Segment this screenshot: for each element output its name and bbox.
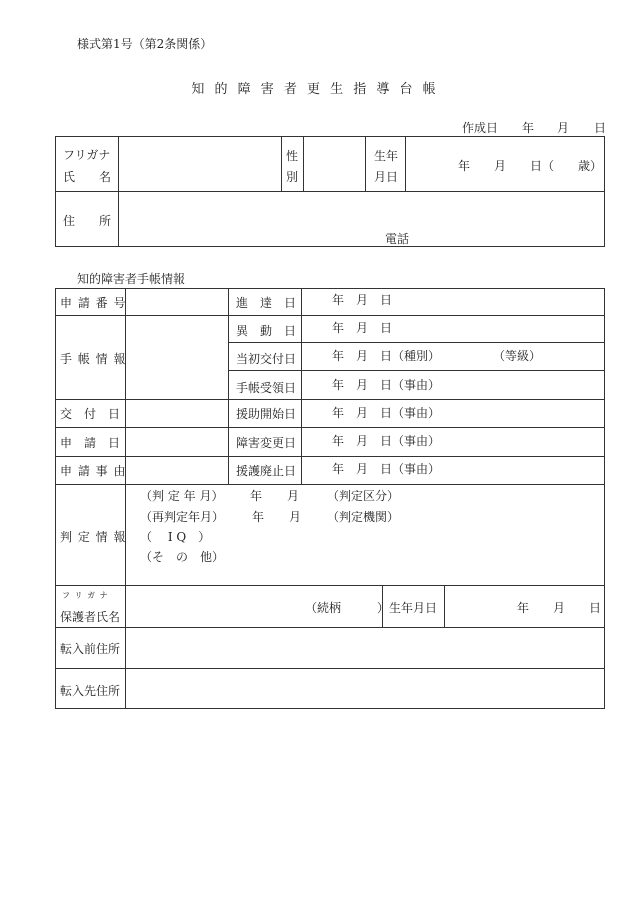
- notebook-info-label: 手 帳 情 報: [60, 352, 127, 366]
- rejudgment-date-label: （再判定年月）: [140, 510, 225, 524]
- previous-address-field[interactable]: [126, 628, 604, 668]
- guardian-birth-field[interactable]: 年 月 日: [517, 601, 602, 615]
- created-date-label: 作成日: [462, 121, 499, 135]
- support-start-date-label: 援助開始日: [236, 407, 297, 421]
- application-date-label: 申 請 日: [60, 436, 121, 450]
- judgment-category-label: （判定区分）: [327, 489, 400, 503]
- birth-label-1: 生年: [374, 149, 399, 163]
- application-reason-label: 申 請 事 由: [60, 464, 127, 478]
- birth-date-field[interactable]: 年 月 日（ 歳）: [458, 159, 603, 173]
- previous-address-label: 転入前住所: [60, 642, 121, 656]
- iq-label: （ I Q ）: [140, 530, 211, 544]
- furigana-label: フリガナ: [63, 148, 111, 162]
- page-title: 知 的 障 害 者 更 生 指 導 台 帳: [191, 82, 439, 97]
- guardian-birth-label: 生年月日: [389, 601, 438, 615]
- guardian-relation-field[interactable]: （続柄 ）: [305, 601, 390, 615]
- sex-label-2: 別: [286, 170, 299, 184]
- support-end-date-field[interactable]: 年 月 日（事由）: [332, 462, 441, 476]
- initial-issue-date-label: 当初交付日: [236, 352, 297, 366]
- sex-field[interactable]: [304, 137, 365, 191]
- issue-date-field[interactable]: [126, 400, 228, 427]
- name-label: 氏 名: [63, 170, 112, 184]
- notebook-section-heading: 知的障害者手帳情報: [77, 272, 186, 286]
- grade-field[interactable]: （等級）: [493, 349, 542, 363]
- received-date-field[interactable]: 年 月 日（事由）: [332, 378, 441, 392]
- guardian-furigana-label: フ リ ガ ナ: [62, 591, 109, 600]
- judgment-month[interactable]: 月: [287, 489, 300, 503]
- address-field[interactable]: [119, 192, 604, 246]
- other-label: （そ の 他）: [140, 550, 225, 564]
- progress-date-label: 進 達 日: [236, 296, 297, 310]
- birth-label-2: 月日: [374, 170, 399, 184]
- issue-date-label: 交 付 日: [60, 407, 121, 421]
- received-date-label: 手帳受領日: [236, 381, 297, 395]
- disability-change-date-label: 障害変更日: [236, 436, 297, 450]
- application-number-label: 申 請 番 号: [60, 296, 127, 310]
- support-start-date-field[interactable]: 年 月 日（事由）: [332, 406, 441, 420]
- notebook-info-field[interactable]: [126, 316, 228, 399]
- progress-date-field[interactable]: 年 月 日: [332, 293, 393, 307]
- judgment-date-label: （判 定 年 月）: [140, 489, 224, 503]
- next-address-label: 転入先住所: [60, 684, 121, 698]
- application-number-field[interactable]: [126, 289, 228, 315]
- judgment-info-label: 判 定 情 報: [60, 530, 127, 544]
- application-date-field[interactable]: [126, 428, 228, 456]
- judgment-agency-label: （判定機関）: [327, 510, 400, 524]
- disability-change-date-field[interactable]: 年 月 日（事由）: [332, 434, 441, 448]
- created-day[interactable]: 日: [594, 121, 607, 135]
- transfer-date-field[interactable]: 年 月 日: [332, 321, 393, 335]
- rejudgment-year[interactable]: 年: [252, 510, 265, 524]
- transfer-date-label: 異 動 日: [236, 324, 297, 338]
- application-reason-field[interactable]: [126, 457, 228, 484]
- initial-issue-date-field[interactable]: 年 月 日（種別）: [332, 349, 441, 363]
- name-field[interactable]: [119, 137, 281, 191]
- support-end-date-label: 援護廃止日: [236, 464, 297, 478]
- judgment-year[interactable]: 年: [250, 489, 263, 503]
- next-address-field[interactable]: [126, 669, 604, 708]
- guardian-name-label: 保護者氏名: [60, 610, 121, 624]
- created-year[interactable]: 年: [522, 121, 535, 135]
- created-month[interactable]: 月: [557, 121, 570, 135]
- rejudgment-month[interactable]: 月: [289, 510, 302, 524]
- sex-label-1: 性: [286, 149, 299, 163]
- phone-label: 電話: [385, 232, 410, 246]
- address-label: 住 所: [63, 214, 112, 228]
- form-number: 様式第1号（第2条関係）: [77, 37, 213, 51]
